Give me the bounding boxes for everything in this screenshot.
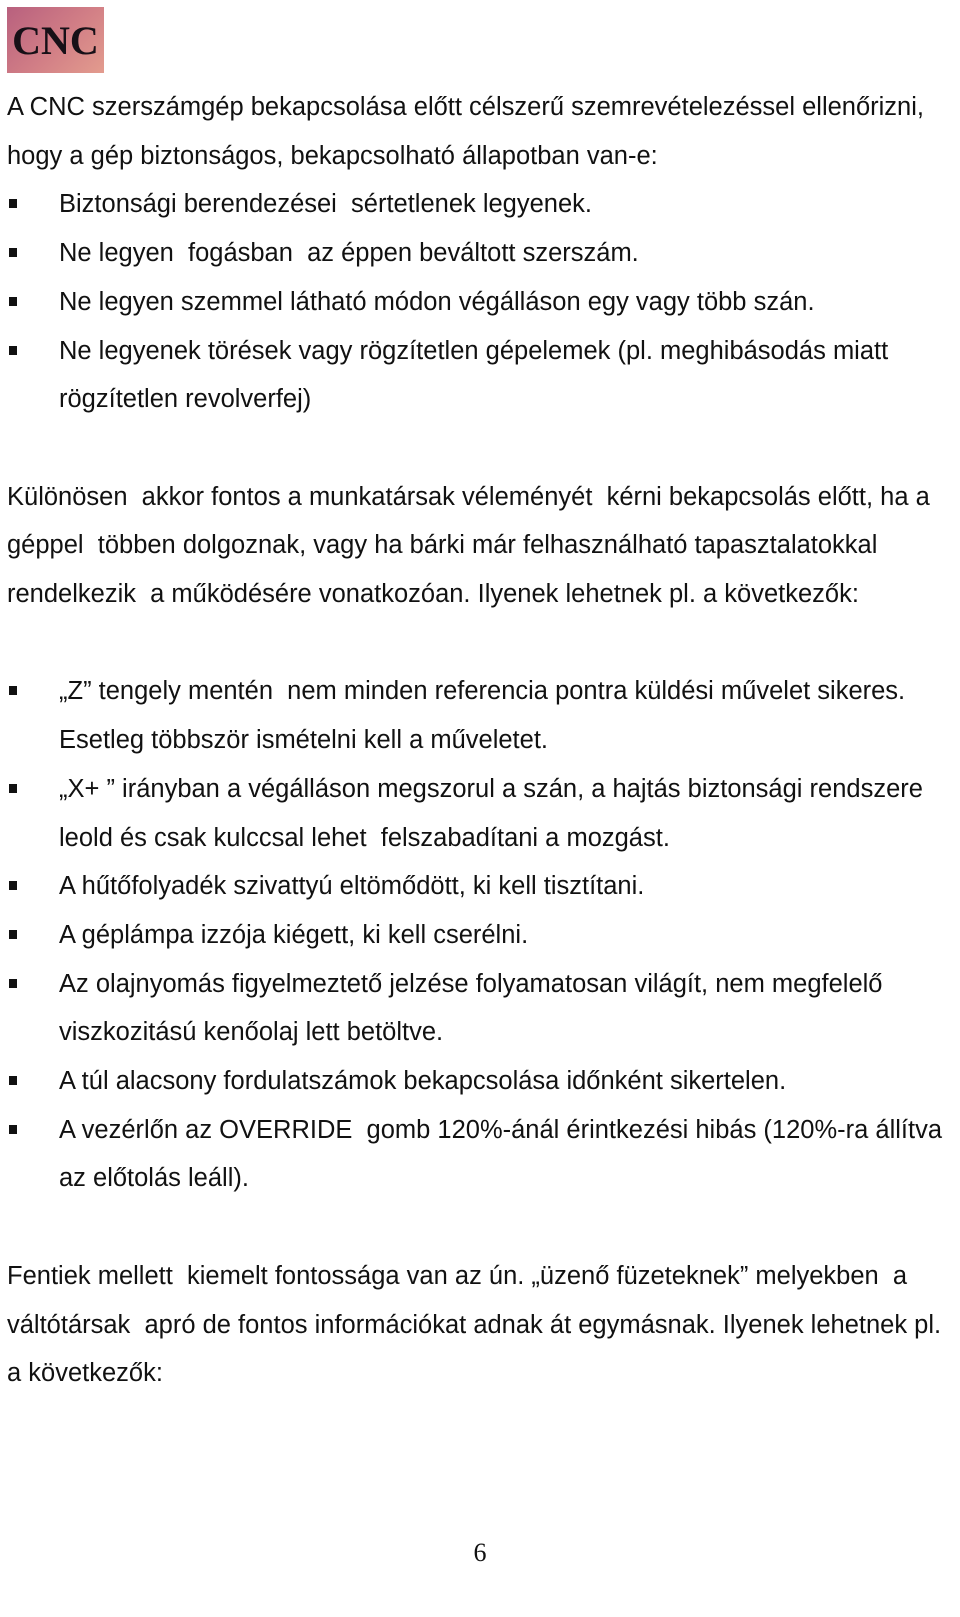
logo-text: CNC <box>12 17 99 63</box>
square-bullet-icon <box>9 297 17 306</box>
issue-list <box>7 667 950 1203</box>
issue-item <box>7 667 942 764</box>
spacer <box>7 619 942 668</box>
check-item <box>7 327 942 424</box>
issue-item <box>7 960 942 1057</box>
issue-item-text: A vezérlőn az OVERRIDE gomb 120%-ánál érintkezési hibás (120%-ra állítva az előtolás leáll). <box>59 1115 950 1193</box>
intro-paragraph: A CNC szerszámgép bekapcsolása előtt célszerű szemrevételezéssel ellenőrizni, hogy a gép biztonságos, bekapcsolható állapotban van-e: <box>7 93 932 170</box>
page-content <box>7 83 950 1398</box>
square-bullet-icon <box>9 199 17 208</box>
check-item <box>7 229 942 278</box>
check-item-text: Ne legyen fogásban az éppen beváltott szerszám. <box>59 239 639 268</box>
issue-item-text: „Z” tengely mentén nem minden referencia pontra küldési művelet sikeres. Esetleg többször ismételni kell a műveletet. <box>59 677 913 755</box>
issue-item-text: A géplámpa izzója kiégett, ki kell cserélni. <box>59 920 529 949</box>
issue-item <box>7 862 942 911</box>
square-bullet-icon <box>9 881 17 890</box>
colleagues-paragraph: Különösen akkor fontos a munkatársak véleményét kérni bekapcsolás előtt, ha a géppel többen dolgoznak, vagy ha bárki már felhasználható tapasztalatokkal rendelkezik a működésére vonatkozóan. Ilyenek lehetnek pl. a következők: <box>7 482 937 609</box>
issue-item <box>7 765 942 862</box>
check-item-text: Ne legyen szemmel látható módon végálláson egy vagy több szán. <box>59 287 815 316</box>
square-bullet-icon <box>9 346 17 355</box>
issue-item-text: A túl alacsony fordulatszámok bekapcsolása időnként sikertelen. <box>59 1067 787 1096</box>
issue-item-text: „X+ ” irányban a végálláson megszorul a szán, a hajtás biztonsági rendszere leold és csak kulccsal lehet felszabadítani a mozgást. <box>59 774 931 852</box>
cnc-logo <box>7 7 104 73</box>
issue-item <box>7 1057 942 1106</box>
issue-item <box>7 1106 950 1203</box>
square-bullet-icon <box>9 686 17 695</box>
check-item <box>7 180 942 229</box>
square-bullet-icon <box>9 930 17 939</box>
square-bullet-icon <box>9 1125 17 1134</box>
check-item <box>7 278 942 327</box>
issue-item-text: Az olajnyomás figyelmeztető jelzése folyamatosan világít, nem megfelelő viszkozitású kenőolaj lett betöltve. <box>59 969 890 1047</box>
check-item-text: Ne legyenek törések vagy rögzítetlen gépelemek (pl. meghibásodás miatt rögzítetlen revolverfej) <box>59 336 896 414</box>
message-book-paragraph: Fentiek mellett kiemelt fontossága van az ún. „üzenő füzeteknek” melyekben a váltótársak apró de fontos információkat adnak át egymásnak. Ilyenek lehetnek pl. a következők: <box>7 1261 949 1388</box>
square-bullet-icon <box>9 784 17 793</box>
spacer <box>7 424 942 473</box>
page-number: 6 <box>473 1538 487 1567</box>
square-bullet-icon <box>9 979 17 988</box>
square-bullet-icon <box>9 1076 17 1085</box>
check-item-text: Biztonsági berendezései sértetlenek legyenek. <box>59 190 592 219</box>
square-bullet-icon <box>9 248 17 257</box>
check-list <box>7 180 942 424</box>
issue-item <box>7 911 942 960</box>
issue-item-text: A hűtőfolyadék szivattyú eltömődött, ki kell tisztítani. <box>59 872 645 901</box>
spacer <box>7 1203 942 1252</box>
